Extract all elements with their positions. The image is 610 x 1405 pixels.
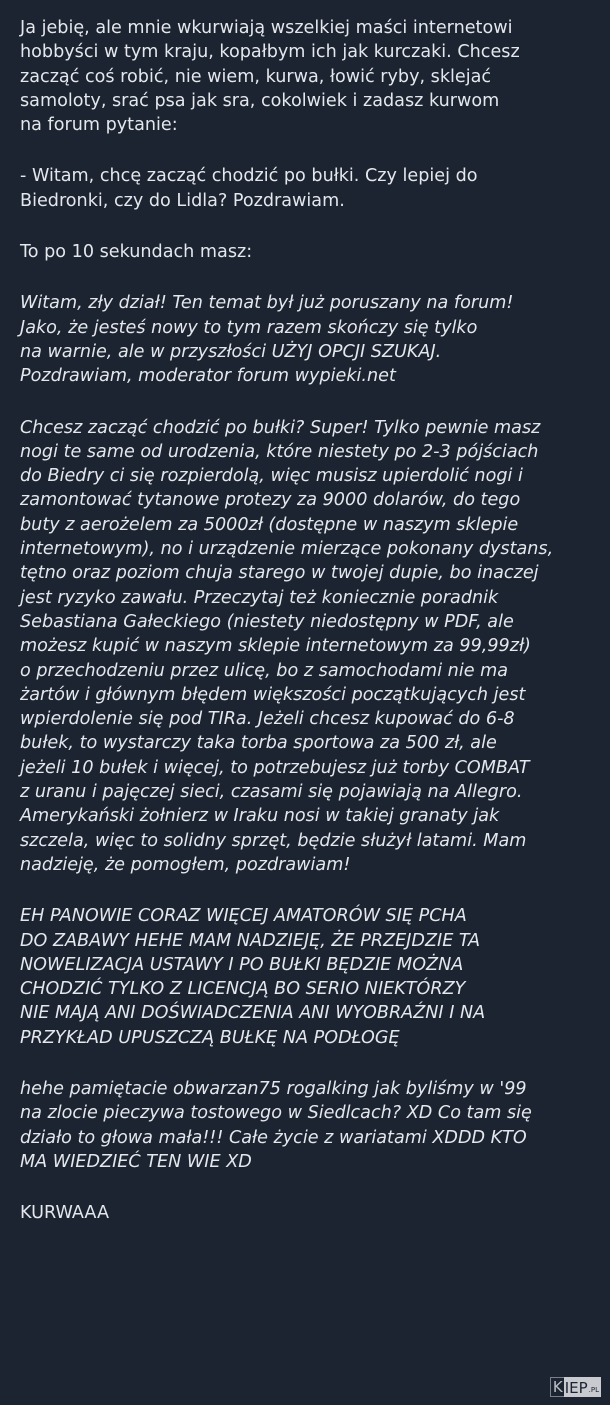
caps-reply: EH PANOWIE CORAZ WIĘCEJ AMATORÓW SIĘ PCHA DO ZABAWY HEHE MAM NADZIEJĘ, ŻE PRZEJDZIE TA NOWELIZACJA USTAWY I PO BUŁKI BĘDZIE MOŻNA CHODZIĆ TYLKO Z LICENCJĄ BO SERIO NIEKTÓRZY NIE MAJĄ ANI DOŚWIADCZENIA ANI WYOBRAŹNI I NA PRZYKŁAD UPUSZCZĄ BUŁKĘ NA PODŁOGĘ [20,906,486,1048]
watermark-rest [564,1377,601,1397]
watermark-iep: IEP [564,1379,588,1397]
watermark-suffix: .PL [588,1386,599,1394]
nostalgia-reply: hehe pamiętacie obwarzan75 rogalking jak byliśmy w '99 na zlocie pieczywa tostowego w Siedlcach? XD Co tam się działo to głowa mała!!! Całe życie z wariatami XDDD KTO MA WIEDZIEĆ TEN WIE XD [20,1078,532,1172]
kiep-watermark-logo [550,1377,601,1397]
watermark-k: K [550,1377,564,1397]
transition-paragraph: To po 10 sekundach masz: [20,242,253,263]
intro-paragraph: Ja jebię, ale mnie wkurwiają wszelkiej maści internetowi hobbyści w tym kraju, kopałbym ich jak kurczaki. Chcesz zacząć coś robić, nie wiem, kurwa, łowić ryby, sklejać samoloty, srać psa jak sra, cokolwiek i zadasz kurwom na forum pytanie: [20,18,520,136]
quoted-question: - Witam, chcę zacząć chodzić po bułki. Czy lepiej do Biedronki, czy do Lidla? Pozdrawiam. [20,166,478,211]
closing-line: KURWAAA [20,1203,109,1224]
moderator-reply: Witam, zły dział! Ten temat był już poruszany na forum! Jako, że jesteś nowy to tym razem skończy się tylko na warnie, ale w przyszłości UŻYJ OPCJI SZUKAJ. Pozdrawiam, moderator forum wypieki.net [20,293,514,387]
advice-reply: Chcesz zacząć chodzić po bułki? Super! Tylko pewnie masz nogi te same od urodzenia, które niestety po 2-3 pójściach do Biedry ci się rozpierdolą, więc musisz upierdolić nogi i zamontować tytanowe protezy za 9000 dolarów, do tego buty z aerożelem za 5000zł (dostępne w naszym sklepie internetowym), no i urządzenie mierzące pokonany dystans, tętno oraz poziom chuja starego w twojej dupie, bo inaczej jest ryzyko zawału. Przeczytaj też koniecznie poradnik Sebastiana Gałeckiego (niestety niedostępny w PDF, ale możesz kupić w naszym sklepie internetowym za 99,99zł) o przechodzeniu przez ulicę, bo z samochodami nie ma żartów i głównym błędem większości początkujących jest wpierdolenie się pod TIRa. Jeżeli chcesz kupować do 6-8 bułek, to wystarczy taka torba sportowa za 500 zł, ale jeżeli 10 bułek i więcej, to potrzebujesz już torby COMBAT z uranu i pajęczej sieci, czasami się pojawiają na Allegro. Amerykański żołnierz w Iraku nosi w takiej granaty jak szczela, więc to solidny sprzęt, będzie służył latami. Mam nadzieję, że pomogłem, pozdrawiam! [20,417,554,875]
